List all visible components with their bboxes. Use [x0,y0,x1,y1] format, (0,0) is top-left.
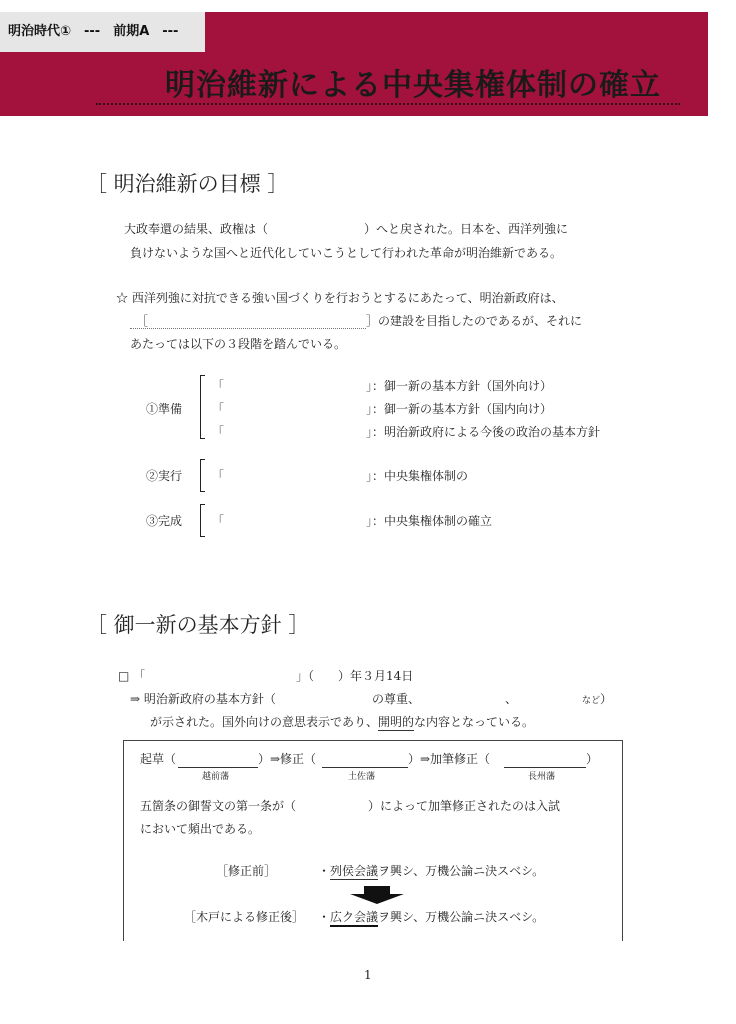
quote-open: 「 [212,425,225,439]
paragraph-line: ］の建設を目指したのであるが、それに [366,314,583,328]
step-desc: 」：中央集権体制の [366,469,469,483]
policy-line: ⇒ 明治新政府の基本方針（ [130,692,276,706]
oath-date: 」（ ）年３月14日 [296,669,414,683]
blank-reviser [322,752,408,768]
bracket-open: ［ [136,314,149,328]
domain-echizen: 越前藩 [202,772,230,782]
step-label-prepare: ①準備 [146,402,183,416]
before-text: ・列侯会議ヲ興シ、万機公論ニ決スベシ。 [318,864,545,878]
page-number: 1 [364,968,372,982]
blank-nation-type [130,312,366,329]
step-bracket [200,459,205,492]
page-title: 明治維新による中央集権体制の確立 [165,68,661,103]
arrow-down-icon [364,886,390,894]
step-label-execute: ②実行 [146,469,183,483]
council-underline: 列侯会議 [330,864,379,878]
paren-close: ） [586,752,599,766]
step-bracket [200,375,205,439]
step-desc: 」：中央集権体制の確立 [366,514,493,528]
add-revise-label: ）⇒加筆修正（ [408,752,491,766]
chapter-tag: 明治時代① --- 前期A --- [0,12,205,52]
paragraph-line: あたっては以下の３段階を踏んでいる。 [130,337,347,351]
quote-open: 「 [212,402,225,416]
section-heading-goals: ［ 明治維新の目標 ］ [86,172,289,196]
before-label: ［修正前］ [216,864,277,878]
paragraph-line: ☆ 西洋列強に対抗できる強い国づくりを行おうとするにあたって、明治新政府は、 [116,291,564,305]
policy-line: など） [582,692,613,706]
step-desc: 」：明治新政府による今後の政治の基本方針 [366,425,601,439]
policy-line: の尊重、 [372,692,421,706]
quote-open: 「 [212,379,225,393]
blank-final-reviser [504,752,586,768]
draft-label: 起草（ [140,752,177,766]
section-heading-policy: ［ 御一新の基本方針 ］ [86,613,310,637]
step-bracket [200,504,205,537]
after-label: ［木戸による修正後］ [184,910,305,924]
quote-open: 「 [212,514,225,528]
blank-drafter [178,752,258,768]
revise-label: ）⇒修正（ [258,752,317,766]
quote-open: 「 [212,469,225,483]
arrow-down-icon-head [350,894,404,904]
domain-choshu: 長州藩 [528,772,556,782]
step-desc: 」：御一新の基本方針（国内向け） [366,402,553,416]
step-label-complete: ③完成 [146,514,183,528]
paragraph-line: 負けないような国へと近代化していこうとして行われた革命が明治維新である。 [130,246,563,260]
box-text-line: 五箇条の御誓文の第一条が（ ）によって加筆修正されたのは入試 [140,799,561,813]
step-desc: 」：御一新の基本方針（国外向け） [366,379,553,393]
paragraph-line: 大政奉還の結果、政権は（ ）へと戻された。日本を、西洋列強に [124,222,569,236]
domain-tosa: 土佐藩 [348,772,376,782]
policy-line: が示された。国外向けの意思表示であり、開明的な内容となっている。 [150,715,535,729]
oath-checkbox-line: □ 「 [118,669,146,683]
broad-council-underline: 広ク会議 [330,908,378,927]
policy-line: 、 [505,692,518,706]
title-underline [96,103,680,105]
after-text: ・広ク会議ヲ興シ、万機公論ニ決スベシ。 [318,908,544,927]
box-text-line: において頻出である。 [140,822,261,836]
enlightened-underline: 開明的 [378,715,415,729]
